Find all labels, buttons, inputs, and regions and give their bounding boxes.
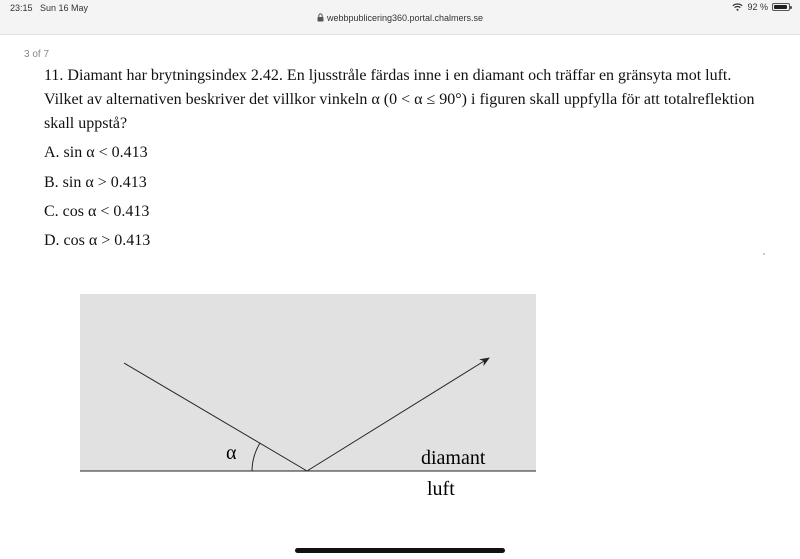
status-indicators	[732, 2, 790, 12]
wifi-icon	[732, 3, 743, 11]
home-indicator[interactable]	[295, 548, 505, 553]
status-date: Sun 16 May	[40, 3, 89, 13]
question-text: 11. Diamant har brytningsindex 2.42. En ljusstråle färdas inne i en diamant och träffar en gränsyta mot luft. Vilket av alternativen beskriver det villkor vinkeln α (0 < α ≤ 90°) i figuren skall uppfylla för att totalreflektion skall uppstå?	[44, 67, 755, 132]
stray-dot	[763, 253, 765, 255]
luft-label: luft	[427, 478, 455, 500]
option-c: C. cos α < 0.413	[44, 203, 150, 220]
diamant-label: diamant	[421, 447, 486, 469]
option-b: B. sin α > 0.413	[44, 174, 147, 191]
refraction-figure	[80, 294, 540, 504]
battery-percent: 92 %	[747, 2, 768, 12]
figure-diagram	[80, 294, 540, 504]
battery-icon	[772, 3, 790, 11]
lock-icon	[317, 13, 324, 22]
status-bar	[0, 0, 800, 35]
angle-alpha-label: α	[226, 442, 237, 464]
option-d: D. cos α > 0.413	[44, 232, 151, 249]
status-time: 23:15	[10, 3, 33, 13]
address-bar[interactable]	[0, 13, 800, 23]
option-a: A. sin α < 0.413	[44, 144, 148, 161]
diamond-region	[80, 294, 536, 471]
url-text: webbpublicering360.portal.chalmers.se	[326, 13, 484, 23]
page-counter: 3 of 7	[24, 49, 50, 60]
